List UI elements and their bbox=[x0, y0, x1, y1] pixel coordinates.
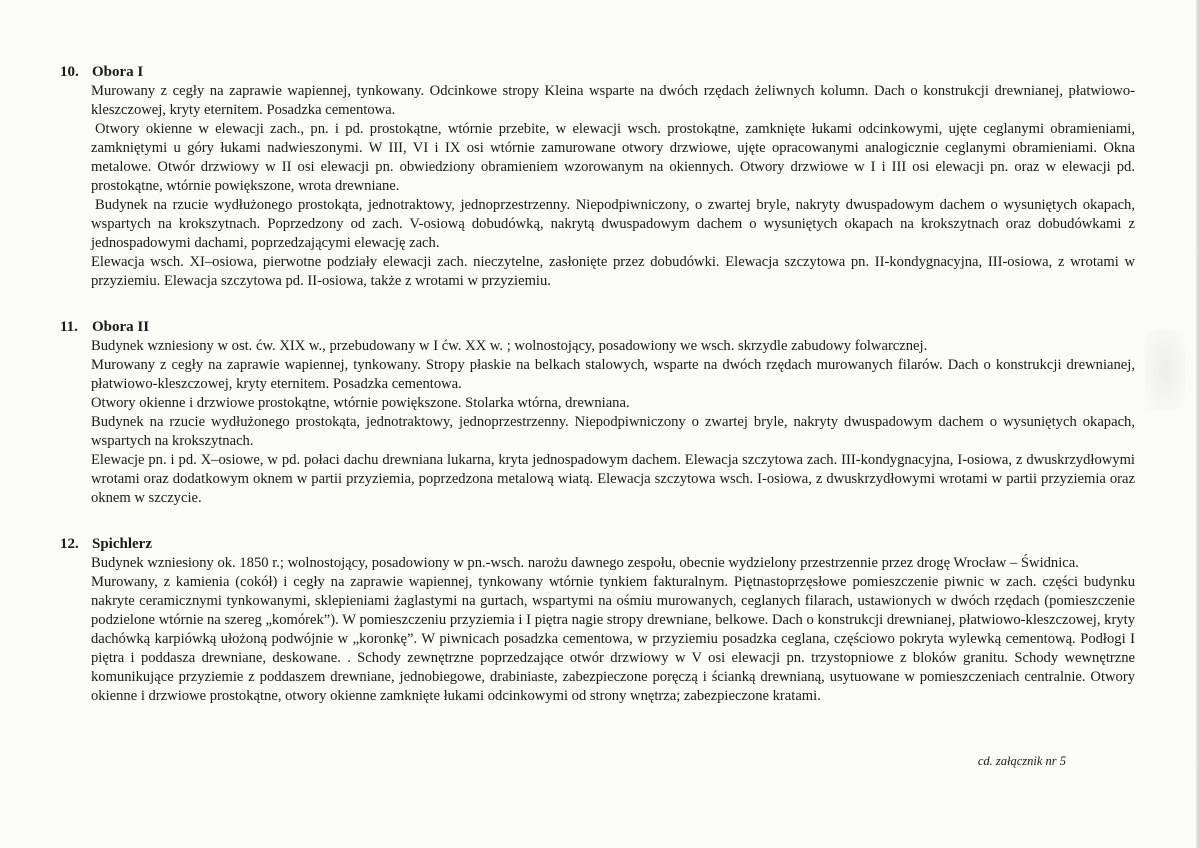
paragraph: Budynek wzniesiony ok. 1850 r.; wolnostojący, posadowiony w pn.-wsch. narożu dawnego zespołu, obecnie wydzielony przestrzennie przez drogę Wrocław – Świdnica. bbox=[91, 555, 1079, 571]
paragraph: Budynek wzniesiony w ost. ćw. XIX w., przebudowany w I ćw. XX w. ; wolnostojący, posadowiony we wsch. skrzydle zabudowy folwarcznej. bbox=[91, 338, 928, 354]
paragraph: Budynek na rzucie wydłużonego prostokąta, jednotraktowy, jednoprzestrzenny. Niepodpiwniczony, o zwartej bryle, nakryty dwuspadowym dachem o wysuniętych okapach, wspartych na krokszytnach. Poprzedzony od zach. V-osiową dobudówką, nakrytą dwuspadowym dachem o wysuniętych okapach na krokszytnach oraz dobudówkami z jednospadowymi dachami, poprzedzającymi elewację zach. bbox=[91, 197, 1135, 251]
section-title: Obora I bbox=[92, 64, 144, 80]
paragraph: Elewacje pn. i pd. X–osiowe, w pd. połaci dachu drewniana lukarna, kryta jednospadowym dachem. Elewacja szczytowa zach. III-kondygnacyjna, I-osiowa, z dwuskrzydłowymi wrotami oraz dodatkowym oknem w partii przyziemia, poprzedzona metalową wiatą. Elewacja szczytowa wsch. I-osiowa, z dwuskrzydłowymi wrotami w partii przyziemia oraz oknem w szczycie. bbox=[91, 452, 1135, 506]
paragraph: Murowany, z kamienia (cokół) i cegły na zaprawie wapiennej, tynkowany wtórnie tynkiem fakturalnym. Piętnastoprzęsłowe pomieszczenie piwnic w zach. części budynku nakryte ceramicznymi tynkowanymi, sklepieniami żaglastymi na gurtach, wspartymi na ośmiu murowanych, ceglanych filarach, ustawionych w dwóch rzędach (pomieszczenie podzielone wtórnie na szereg „komórek”). W pomieszczeniu przyziemia i I piętra nagie stropy drewniane, belkowe. Dach o konstrukcji drewnianej, płatwiowo-kleszczowej, kryty dachówką karpiówką ułożoną podwójnie w „koronkę”. W piwnicach posadzka cementowa, w przyziemiu posadzka ceglana, częściowo pokryta wylewką cementową. Podłogi I piętra i poddasza drewniane, deskowane. . Schody zewnętrzne poprzedzające otwór drzwiowy w V osi elewacji pn. trzystopniowe z bloków granitu. Schody wewnętrzne komunikujące przyziemie z poddaszem drewniane, jednobiegowe, drabiniaste, zabezpieczone poręczą i ścianką drewnianą, usytuowane w pomieszczeniach centralnie. Otwory okienne i drzwiowe prostokątne, otwory okienne zamknięte łukami odcinkowymi od strony wnętrza; zabezpieczone kratami. bbox=[91, 574, 1135, 704]
section-number: 12. bbox=[60, 536, 79, 552]
section-body bbox=[91, 337, 1135, 508]
section-body bbox=[91, 554, 1135, 706]
section-number: 10. bbox=[60, 64, 79, 80]
section-heading bbox=[60, 63, 143, 82]
section-number: 11. bbox=[60, 319, 78, 335]
section-heading bbox=[60, 318, 149, 337]
paragraph: Otwory okienne w elewacji zach., pn. i pd. prostokątne, wtórnie przebite, w elewacji wsch. prostokątne, zamknięte łukami odcinkowymi, ujęte ceglanymi obramieniami, zamkniętymi u góry łukami nadwieszonymi. W III, VI i IX osi wtórnie zamurowane otwory drzwiowe, ujęte opracowanymi analogicznie ceglanymi obramieniami. Okna metalowe. Otwór drzwiowy w II osi elewacji pn. obwiedziony obramieniem wzorowanym na okiennych. Otwory drzwiowe w I i III osi elewacji pn. oraz w elewacji pd. prostokątne, wtórnie powiększone, wrota drewniane. bbox=[91, 121, 1135, 194]
paragraph: Budynek na rzucie wydłużonego prostokąta, jednotraktowy, jednoprzestrzenny. Niepodpiwniczony o zwartej bryle, nakryty dwuspadowym dachem o wysuniętych okapach, wspartych na krokszytnach. bbox=[91, 414, 1135, 449]
section-title: Obora II bbox=[92, 319, 150, 335]
scan-smudge bbox=[1145, 330, 1185, 410]
paragraph: Otwory okienne i drzwiowe prostokątne, wtórnie powiększone. Stolarka wtórna, drewniana. bbox=[91, 395, 630, 411]
section-title: Spichlerz bbox=[92, 536, 152, 552]
paragraph: Elewacja wsch. XI–osiowa, pierwotne podziały elewacji zach. nieczytelne, zasłonięte przez dobudówki. Elewacja szczytowa pn. II-kondygnacyjna, III-osiowa, z wrotami w przyziemiu. Elewacja szczytowa pd. II-osiowa, także z wrotami w przyziemiu. bbox=[91, 254, 1135, 289]
paragraph: Murowany z cegły na zaprawie wapiennej, tynkowany. Stropy płaskie na belkach stalowych, wsparte na dwóch rzędach murowanych filarów. Dach o konstrukcji drewnianej, płatwiowo-kleszczowej, kryty eternitem. Posadzka cementowa. bbox=[91, 357, 1135, 392]
continuation-note: cd. załącznik nr 5 bbox=[977, 754, 1066, 768]
section-heading bbox=[60, 535, 152, 554]
section-body bbox=[91, 82, 1135, 291]
paragraph: Murowany z cegły na zaprawie wapiennej, tynkowany. Odcinkowe stropy Kleina wsparte na dwóch rzędach żeliwnych kolumn. Dach o konstrukcji drewnianej, płatwiowo-kleszczowej, kryty eternitem. Posadzka cementowa. bbox=[91, 83, 1135, 118]
